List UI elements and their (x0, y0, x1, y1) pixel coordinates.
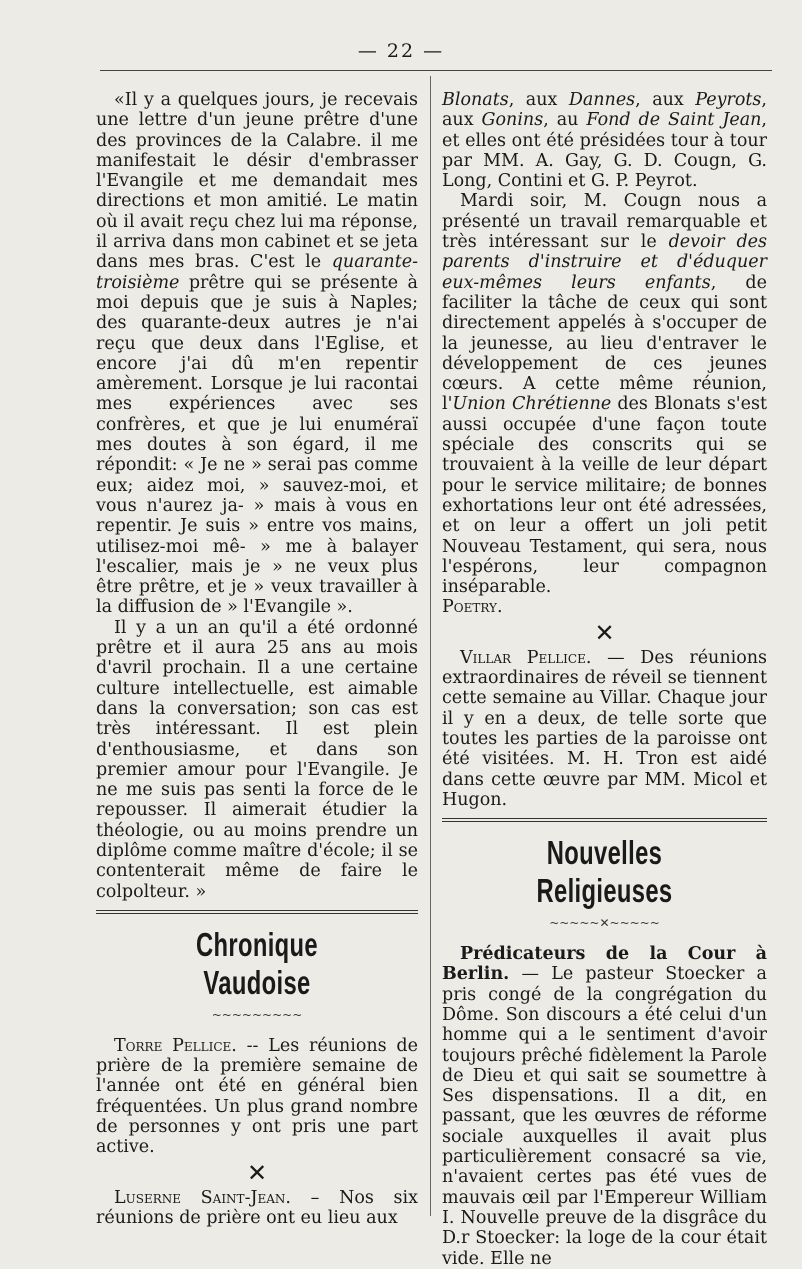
left-column (96, 90, 418, 1228)
berlin-heading: Prédicateurs de la Cour à Berlin. (442, 944, 767, 985)
second-paragraph: Il y a un an qu'il a été ordonné prêtre et il aura 25 ans au mois d'avril prochain. Il a une certaine culture intellectuelle, est aimable dans la conversation; son cas est très intéressant. Il est plein d'enthousiasme, et dans son premier amour pour l'Evangile. Je ne me suis pas senti la force de le repousser. Il aimerait étudier la théologie, ou au moins prendre un diplôme comme maître d'école; il se contenterait même de faire le colpolteur. » (96, 617, 418, 902)
top-rule (100, 70, 772, 71)
section-title-chronique: Chronique Vaudoise (195, 925, 319, 1001)
signature-poetry: Poetry. (442, 597, 503, 618)
section-rule-right (442, 818, 767, 822)
cross-separator: ✕ (246, 1158, 268, 1187)
section-title-nouvelles: Nouvelles Religieuses (536, 834, 673, 910)
torre-pellice-item: Torre Pellice. -- Les réunions de prière de la première semaine de l'année ont été en général bien fréquentées. Un plus grand nombre de personnes y ont pris une part active. (96, 1035, 418, 1158)
mardi-paragraph: Mardi soir, M. Cougn nous a présenté un travail remarquable et très intéressant sur le devoir des parents d'instruire et d'éduquer eux-mêmes leurs enfants, de faciliter la tâche de ceux qui sont directement appelés à s'occuper de la jeunesse, au lieu d'entraver le développement de ces jeunes cœurs. A cette même réunion, l'Union Chrétienne des Blonats s'est aussi occupée d'une façon toute spéciale des conscrits qui se trouvaient à la veille de leur départ pour le service militaire; de bonnes exhortations leur ont été adressées, et on leur a offert un joli petit Nouveau Testament, qui sera, nous l'espérons, leur compagnon inséparable. (442, 191, 767, 598)
blonats-paragraph: Blonats, aux Dannes, aux Peyrots, aux Gonins, au Fond de Saint Jean, et elles ont été présidées tour à tour par MM. A. Gay, G. D. Cougn, G. Long, Contini et G. P. Peyrot. (442, 90, 767, 192)
ornament-divider: ~~~~~~~~~ (211, 1007, 303, 1022)
ornament-divider-right: ~~~~~✕~~~~~ (549, 916, 660, 931)
quote-paragraph: «Il y a quelques jours, je recevais une lettre d'un jeune prêtre d'une des provinces de la Calabre. il me manifestait le désir d'embrasser l'Evangile et me demandait mes directions et mon amitié. Le matin où il avait reçu chez lui ma réponse, il arriva dans mon cabinet et se jeta dans mes bras. C'est le quarante-troisième prêtre qui se présente à moi depuis que je suis à Naples; des quarante-deux autres je n'ai reçu que deux dans l'Eglise, et encore j'ai dû m'en repentir amèrement. Lorsque je lui racontai mes expériences avec ses confrères, et que je lui enuméraï mes doutes à son égard, il me répondit: « Je ne » serai pas comme eux; aidez moi, » sauvez-moi, et vous n'aurez ja- » mais à vous en repentir. Je suis » entre vos mains, utilisez-moi mê- » me à balayer l'escalier, mais je » ne veux plus être prêtre, et je » veux travailler à la diffusion de » l'Evangile ». (96, 90, 418, 618)
villar-item: Villar Pellice. — Des réunions extraordinaires de réveil se tiennent cette semaine au Villar. Chaque jour il y en a deux, de telle sorte que toutes les parties de la paroisse ont été visitées. M. H. Tron est aidé dans cette œuvre par MM. Micol et Hugon. (442, 647, 767, 810)
luserne-item: Luserne Saint-Jean. – Nos six réunions de prière ont eu lieu aux (96, 1187, 418, 1228)
section-rule (96, 910, 418, 914)
torre-label: Torre Pellice. (114, 1035, 237, 1056)
column-divider (430, 76, 431, 1216)
luserne-label: Luserne Saint-Jean. (114, 1187, 291, 1208)
page-number: — 22 — (357, 40, 445, 62)
quote-emphasis: quarante-troisième (96, 252, 418, 293)
cross-separator-right: ✕ (594, 618, 615, 647)
villar-label: Villar Pellice. (460, 647, 592, 668)
right-column (442, 90, 767, 1269)
berlin-item: Prédicateurs de la Cour à Berlin. — Le pasteur Stoecker a pris congé de la congrégation du Dôme. Son discours a été celui d'un homme qui a le sentiment d'avoir toujours prêché fidèlement la Parole de Dieu et qui sait se soumettre à Ses dispensations. Il a dit, en passant, que les œuvres de réforme sociale auxquelles il avait plus particulièrement consacré sa vie, n'avaient certes pas été vues de mauvais œil par l'Empereur William I. Nouvelle preuve de la disgrâce du D.r Stoecker: la loge de la cour était vide. Elle ne (442, 944, 767, 1269)
